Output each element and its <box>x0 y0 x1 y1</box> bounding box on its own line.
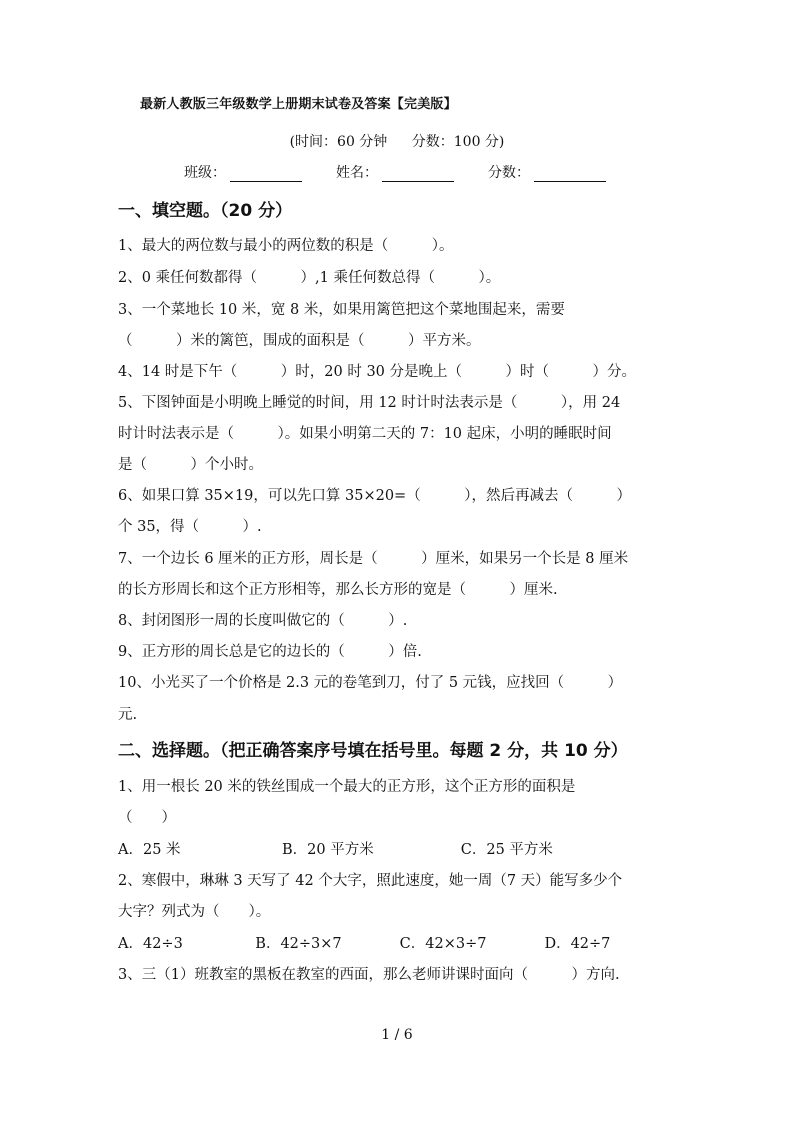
name-label: 姓名： <box>336 165 378 181</box>
score-blank[interactable] <box>534 165 606 182</box>
score-field <box>488 162 606 182</box>
page-number: 1 / 6 <box>381 1027 413 1043</box>
question-line: （ ） <box>118 810 176 826</box>
class-field <box>184 162 302 182</box>
question-line: A．42÷3 B．42÷3×7 C．42×3÷7 D．42÷7 <box>118 936 611 952</box>
class-label: 班级： <box>184 165 226 181</box>
question-line: 6、如果口算 35×19，可以先口算 35×20=（ ），然后再减去（ ） <box>118 488 631 504</box>
name-field <box>336 162 454 182</box>
exam-info <box>0 131 794 151</box>
question-line: 5、下图钟面是小明晚上睡觉的时间，用 12 时计时法表示是（ ），用 24 <box>118 395 621 411</box>
question-line: 大字？列式为（ ）。 <box>118 904 271 920</box>
section-choice-title: 二、选择题。（把正确答案序号填在括号里。每题 2 分，共 10 分） <box>118 741 628 761</box>
question-line: 3、一个菜地长 10 米，宽 8 米，如果用篱笆把这个菜地围起来，需要 <box>118 302 565 318</box>
question-line: 7、一个边长 6 厘米的正方形，周长是（ ）厘米，如果另一个长是 8 厘米 <box>118 551 629 567</box>
question-line: 的长方形周长和这个正方形相等，那么长方形的宽是（ ）厘米. <box>118 582 558 598</box>
score-label: 分数： <box>488 165 530 181</box>
question-line: 1、最大的两位数与最小的两位数的积是（ ）。 <box>118 238 454 254</box>
document-title: 最新人教版三年级数学上册期末试卷及答案【完美版】 <box>140 97 457 112</box>
question-line: 个 35，得（ ）. <box>118 519 262 535</box>
question-line: 8、封闭图形一周的长度叫做它的（ ）. <box>118 613 408 629</box>
exam-time: (时间：60 分钟 <box>289 134 388 150</box>
question-line: 10、小光买了一个价格是 2.3 元的卷笔到刀，付了 5 元钱，应找回（ ） <box>118 675 623 691</box>
question-line: 2、寒假中，琳琳 3 天写了 42 个大字，照此速度，她一周（7 天）能写多少个 <box>118 873 623 889</box>
exam-score: 分数：100 分) <box>411 134 505 150</box>
question-line: 时计时法表示是（ ）。如果小明第二天的 7：10 起床，小明的睡眠时间 <box>118 426 612 442</box>
question-line: 是（ ）个小时。 <box>118 457 263 473</box>
section-fill-in-title: 一、填空题。（20 分） <box>118 201 293 221</box>
question-line: （ ）米的篱笆，围成的面积是（ ）平方米。 <box>118 333 481 349</box>
question-line: 2、0 乘任何数都得（ ）,1 乘任何数总得（ ）。 <box>118 270 501 286</box>
student-info-row <box>184 162 640 182</box>
question-line: 3、三（1）班教室的黑板在教室的西面，那么老师讲课时面向（ ）方向. <box>118 967 620 983</box>
question-line: A．25 米 B．20 平方米 C．25 平方米 <box>118 842 553 858</box>
question-line: 1、用一根长 20 米的铁丝围成一个最大的正方形，这个正方形的面积是 <box>118 779 576 795</box>
question-line: 9、正方形的周长总是它的边长的（ ）倍. <box>118 644 422 660</box>
name-blank[interactable] <box>382 165 454 182</box>
question-line: 4、14 时是下午（ ）时，20 时 30 分是晚上（ ）时（ ）分。 <box>118 364 637 380</box>
question-line: 元. <box>118 707 138 723</box>
class-blank[interactable] <box>230 165 302 182</box>
